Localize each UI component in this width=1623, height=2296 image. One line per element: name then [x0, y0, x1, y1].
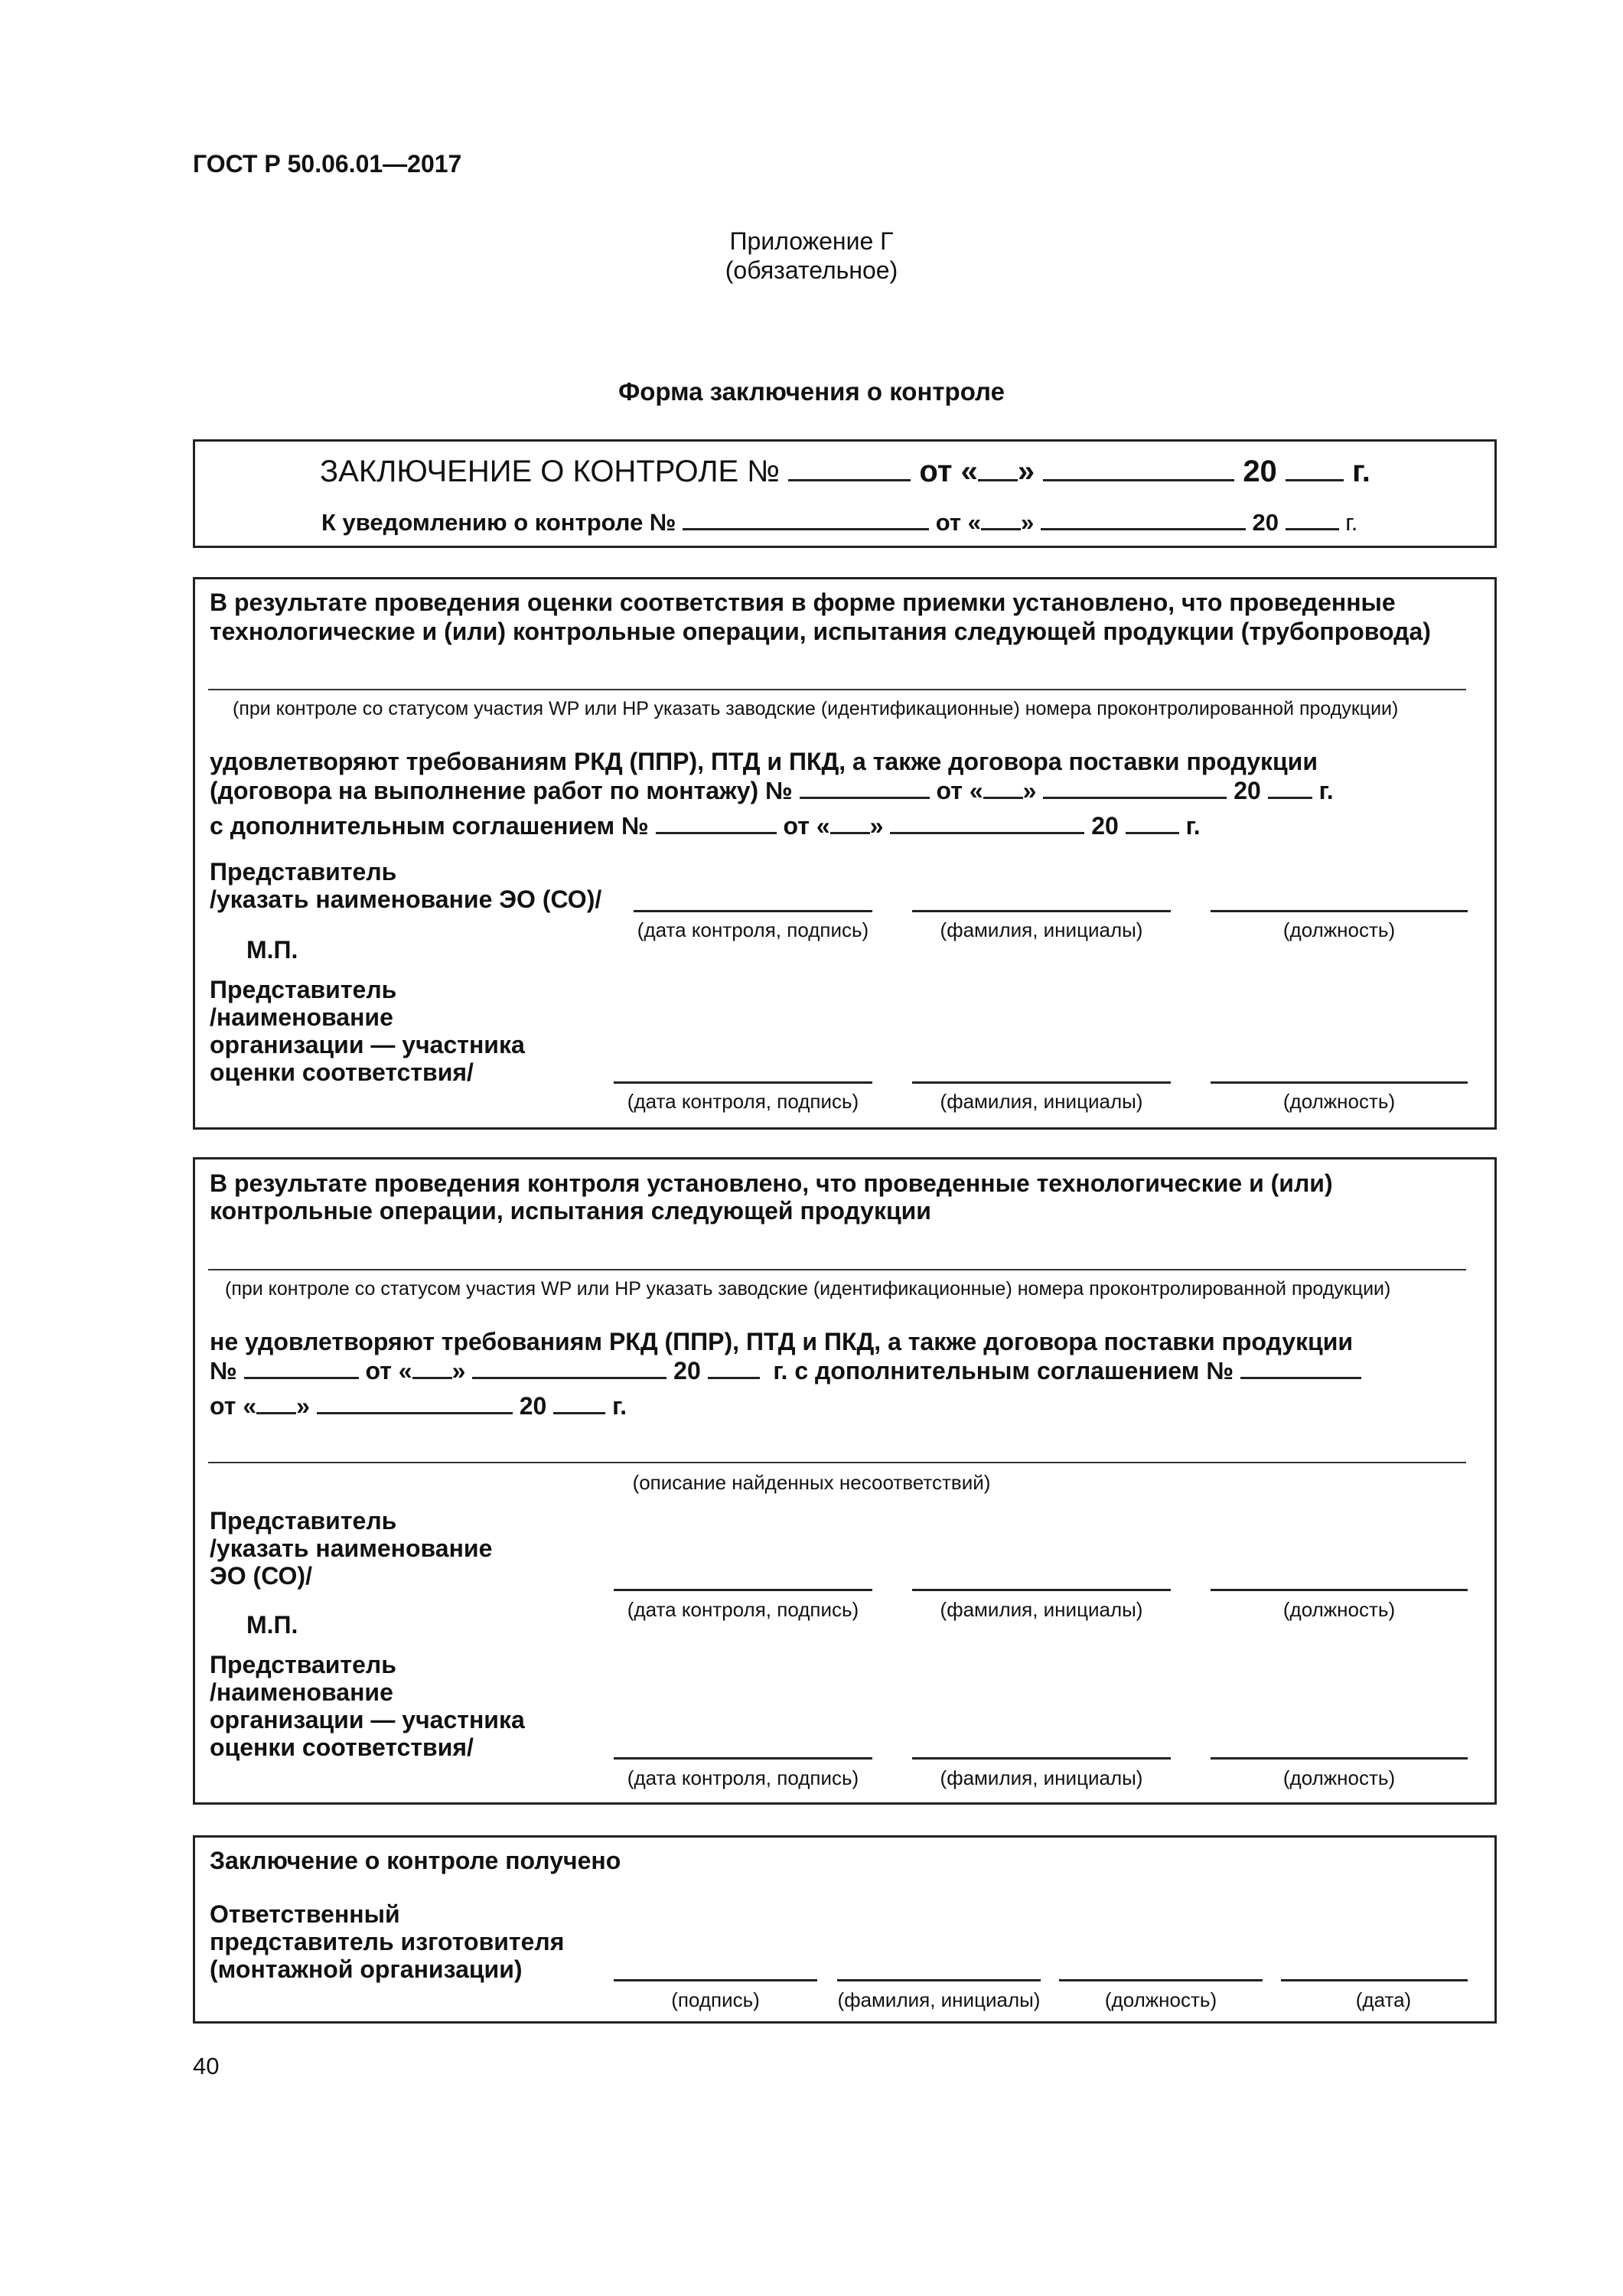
s1-year-prefix: 20: [1234, 776, 1261, 804]
s2-rep2-position-line[interactable]: [1211, 1757, 1468, 1760]
s1-compliance-line2: [210, 775, 1334, 805]
s2-rep1-caption-date-sign: (дата контроля, подпись): [627, 1598, 859, 1621]
s1-addendum-number-blank[interactable]: [656, 810, 777, 834]
s1-rep2-caption-name: (фамилия, инициалы): [940, 1090, 1143, 1113]
title-prefix: ЗАКЛЮЧЕНИЕ О КОНТРОЛЕ №: [320, 455, 781, 488]
s2-rep2-date-sign-line[interactable]: [614, 1757, 872, 1760]
s2-addendum-date-line: [210, 1390, 627, 1420]
notice-line: [321, 507, 1357, 536]
notice-day-blank[interactable]: [981, 507, 1021, 530]
s3-date-line[interactable]: [1281, 1979, 1468, 1981]
notice-from-open: от «: [935, 508, 981, 536]
page-number: 40: [193, 2053, 220, 2079]
s1-addendum-from-open: от «: [783, 811, 830, 840]
s1-addendum-month-blank[interactable]: [890, 810, 1084, 834]
s1-addendum-from-close: »: [869, 811, 884, 840]
s1-rep2-caption-date-sign: (дата контроля, подпись): [627, 1090, 859, 1113]
s1-addendum-year-suffix: г.: [1185, 811, 1201, 840]
s2-rep2-caption-position: (должность): [1282, 1766, 1396, 1789]
s1-rep2-name-line[interactable]: [912, 1081, 1171, 1084]
s1-addendum-day-blank[interactable]: [830, 810, 870, 834]
s1-rep1-caption-position: (должность): [1282, 918, 1396, 941]
s1-day-blank[interactable]: [983, 775, 1023, 799]
s1-addendum-line: [210, 810, 1201, 840]
s3-position-line[interactable]: [1059, 1979, 1263, 1981]
notice-year-suffix: г.: [1345, 508, 1358, 536]
s3-resp-line1: Ответственный: [210, 1900, 400, 1928]
notice-number-blank[interactable]: [683, 507, 929, 530]
s2-year-prefix: 20: [673, 1356, 701, 1384]
s3-caption-date: (дата): [1355, 1988, 1412, 2011]
s2-rep1-position-line[interactable]: [1211, 1589, 1468, 1591]
s1-month-blank[interactable]: [1043, 775, 1227, 799]
s2-rep2-caption-date-sign: (дата контроля, подпись): [627, 1766, 859, 1789]
s2-rep1-name-line[interactable]: [912, 1589, 1171, 1591]
s1-rep1-position-line[interactable]: [1211, 910, 1468, 912]
s2-from-open: от «: [365, 1356, 412, 1384]
s2-rep2-line3: организации — участника: [210, 1706, 525, 1733]
s2-rep1-line3: ЭО (СО)/: [210, 1562, 312, 1590]
notice-month-blank[interactable]: [1041, 507, 1246, 530]
s2-from-close: »: [451, 1356, 466, 1384]
s1-rep1-caption-date-sign: (дата контроля, подпись): [637, 918, 869, 941]
s3-name-line[interactable]: [837, 1979, 1041, 1981]
title-line: [320, 452, 1370, 489]
s1-rep2-date-sign-line[interactable]: [614, 1081, 872, 1084]
s2-year2-prefix: 20: [519, 1391, 547, 1420]
notice-prefix: К уведомлению о контроле №: [321, 508, 676, 536]
s3-caption-sign: (подпись): [671, 1988, 760, 2011]
s2-nonconformity-hint: (описание найденных несоответствий): [632, 1471, 991, 1494]
s2-year2-blank[interactable]: [553, 1390, 605, 1414]
s2-addendum-text: г. с дополнительным соглашением №: [773, 1356, 1234, 1384]
s2-product-line[interactable]: [208, 1269, 1466, 1270]
s1-intro-line1: В результате проведения оценки соответствия в форме приемки установлено, что проведенные: [210, 589, 1396, 616]
s3-sign-line[interactable]: [614, 1979, 817, 1981]
standard-id: ГОСТ Р 50.06.01—2017: [193, 150, 462, 178]
s1-contract-number-blank[interactable]: [800, 775, 930, 799]
s2-intro-line2: контрольные операции, испытания следующей продукции: [210, 1197, 931, 1225]
s1-rep1-line2: /указать наименование ЭО (СО)/: [210, 885, 602, 913]
s2-rep1-line1: Представитель: [210, 1507, 397, 1534]
title-day-blank[interactable]: [978, 452, 1018, 481]
s2-rep1-date-sign-line[interactable]: [614, 1589, 872, 1591]
s2-day2-blank[interactable]: [256, 1390, 296, 1414]
s3-caption-position: (должность): [1104, 1988, 1217, 2011]
s2-intro-line1: В результате проведения контроля установлено, что проведенные технологические и (или): [210, 1169, 1333, 1197]
s1-compliance-line1: удовлетворяют требованиям РКД (ППР), ПТД и ПКД, а также договора поставки продукции: [210, 748, 1318, 775]
s2-noncompliance-line1: не удовлетворяют требованиям РКД (ППР), ПТД и ПКД, а также договора поставки продукции: [210, 1328, 1354, 1355]
appendix-title: Приложение Г: [729, 227, 894, 255]
s2-rep2-line1: Предстваитель: [210, 1651, 396, 1678]
s2-from2-close: »: [296, 1391, 310, 1420]
s1-addendum-year-prefix: 20: [1091, 811, 1119, 840]
s2-addendum-number-blank[interactable]: [1240, 1355, 1361, 1379]
title-year-blank[interactable]: [1286, 452, 1344, 481]
s2-number-sign: №: [210, 1356, 237, 1384]
s1-rep2-line4: оценки соответствия/: [210, 1058, 474, 1086]
s2-nonconformity-line[interactable]: [208, 1462, 1466, 1463]
title-number-blank[interactable]: [788, 452, 911, 481]
title-year-suffix: г.: [1352, 455, 1370, 488]
s2-rep2-caption-name: (фамилия, инициалы): [940, 1766, 1143, 1789]
s1-rep2-position-line[interactable]: [1211, 1081, 1468, 1084]
s1-contract-prefix: (договора на выполнение работ по монтажу) №: [210, 776, 793, 804]
s3-resp-line2: представитель изготовителя: [210, 1928, 565, 1955]
s2-year-blank[interactable]: [708, 1355, 760, 1379]
s2-year2-suffix: г.: [612, 1391, 627, 1420]
s1-stamp: М.П.: [246, 936, 298, 964]
s1-addendum-prefix: с дополнительным соглашением №: [210, 811, 649, 840]
s2-stamp: М.П.: [246, 1611, 298, 1639]
notice-from-close: »: [1020, 508, 1035, 536]
title-month-blank[interactable]: [1043, 452, 1234, 481]
s1-rep1-caption-name: (фамилия, инициалы): [940, 918, 1143, 941]
s2-from2-open: от «: [210, 1391, 257, 1420]
s2-month-blank[interactable]: [472, 1355, 666, 1379]
appendix-status: (обязательное): [725, 256, 898, 284]
s2-rep2-name-line[interactable]: [912, 1757, 1171, 1760]
s3-caption-name: (фамилия, инициалы): [837, 1988, 1041, 2011]
s3-resp-line3: (монтажной организации): [210, 1955, 523, 1983]
s1-product-hint: (при контроле со статусом участия WP или HP указать заводские (идентификационные) номера проконтролированной продукции): [233, 698, 1399, 719]
s1-year-suffix: г.: [1318, 776, 1334, 804]
s2-day-blank[interactable]: [412, 1355, 452, 1379]
s2-rep2-line4: оценки соответствия/: [210, 1733, 474, 1761]
s2-month2-blank[interactable]: [317, 1390, 513, 1414]
s2-product-hint: (при контроле со статусом участия WP или HP указать заводские (идентификационные) номера проконтролированной продукции): [225, 1278, 1391, 1300]
s2-rep1-caption-name: (фамилия, инициалы): [940, 1598, 1143, 1621]
s1-rep1-date-sign-line[interactable]: [634, 910, 872, 912]
s1-intro-line2: технологические и (или) контрольные операции, испытания следующей продукции (трубопровода): [210, 618, 1431, 645]
title-from-close: »: [1017, 455, 1035, 488]
s3-received: Заключение о контроле получено: [210, 1847, 621, 1874]
s2-rep1-line2: /указать наименование: [210, 1534, 493, 1562]
s1-rep2-line2: /наименование: [210, 1003, 393, 1031]
s1-rep2-line3: организации — участника: [210, 1031, 525, 1058]
s1-rep1-line1: Представитель: [210, 858, 397, 885]
s1-product-line[interactable]: [208, 689, 1466, 690]
title-from-open: от «: [919, 455, 978, 488]
s1-year-blank[interactable]: [1268, 775, 1312, 799]
notice-year-prefix: 20: [1252, 508, 1279, 536]
title-year-prefix: 20: [1243, 455, 1277, 488]
s1-addendum-year-blank[interactable]: [1126, 810, 1179, 834]
s1-rep1-name-line[interactable]: [912, 910, 1171, 912]
s2-rep1-caption-position: (должность): [1282, 1598, 1396, 1621]
s1-from-open: от «: [936, 776, 983, 804]
notice-year-blank[interactable]: [1286, 507, 1339, 530]
s1-rep2-line1: Представитель: [210, 976, 397, 1003]
s1-rep2-caption-position: (должность): [1282, 1090, 1396, 1113]
s2-contract-line: [210, 1355, 1361, 1385]
s2-contract-number-blank[interactable]: [244, 1355, 359, 1379]
form-title: Форма заключения о контроле: [618, 377, 1005, 406]
s1-from-close: »: [1022, 776, 1037, 804]
s2-rep2-line2: /наименование: [210, 1678, 393, 1706]
